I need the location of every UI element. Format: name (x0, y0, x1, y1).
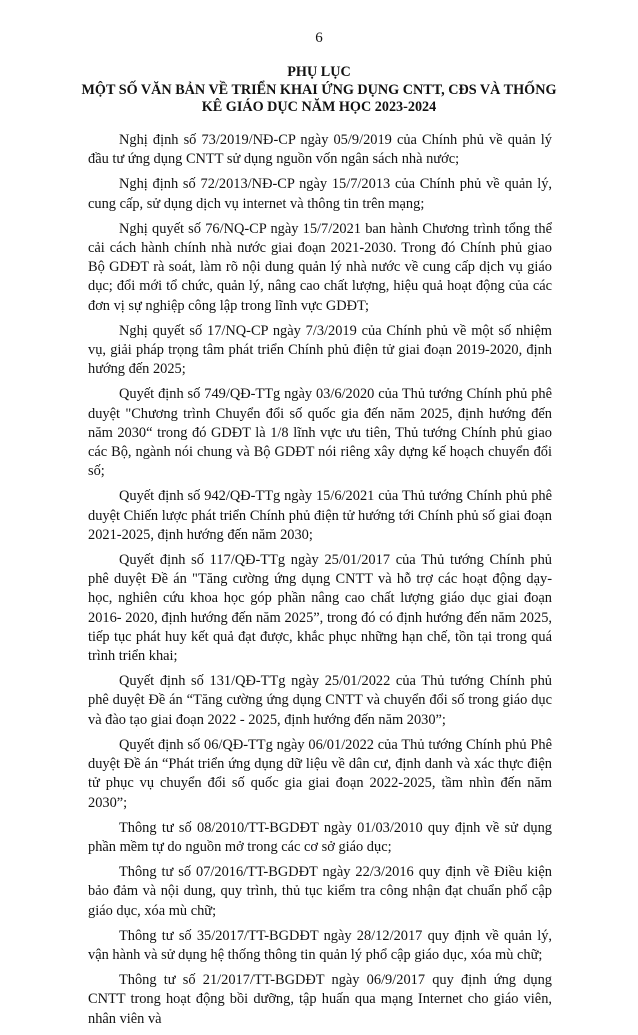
paragraph-decision-117: Quyết định số 117/QĐ-TTg ngày 25/01/2017 của Thủ tướng Chính phủ phê duyệt Đề án "Tăng cường ứng dụng CNTT và hỗ trợ các hoạt động dạy-học, nghiên cứu khoa học góp phần nâng cao chất lượng giáo dục giai đoạn 2016- 2020, định hướng đến năm 2025”, trong đó có định hướng đến năm 2025, tiếp tục phát huy kết quả đạt được, khắc phục những hạn chế, tồn tại trong quá trình triển khai; (88, 552, 552, 665)
paragraph-resolution-17: Nghị quyết số 17/NQ-CP ngày 7/3/2019 của Chính phủ về một số nhiệm vụ, giải pháp trọng tâm phát triển Chính phủ điện tử giai đoạn 2019-2020, định hướng đến 2025; (88, 322, 552, 378)
paragraph-decree-73-2019: Nghị định số 73/2019/NĐ-CP ngày 05/9/2019 của Chính phủ về quản lý đầu tư ứng dụng CNTT sử dụng nguồn vốn ngân sách nhà nước; (88, 132, 552, 168)
paragraph-circular-35: Thông tư số 35/2017/TT-BGDĐT ngày 28/12/2017 quy định về quản lý, vận hành và sử dụng hệ thống thông tin quản lý phổ cập giáo dục, xóa mù chữ; (88, 927, 552, 963)
paragraph-decision-942: Quyết định số 942/QĐ-TTg ngày 15/6/2021 của Thủ tướng Chính phủ phê duyệt Chiến lược phát triển Chính phủ điện tử hướng tới Chính phủ số giai đoạn 2021-2025, định hướng đến năm 2030; (88, 488, 552, 543)
paragraph-circular-07: Thông tư số 07/2016/TT-BGDĐT ngày 22/3/2016 quy định về Điều kiện bảo đảm và nội dung, quy trình, thủ tục kiểm tra công nhận đạt chuẩn phổ cập giáo dục, xóa mù chữ; (88, 864, 552, 919)
heading-line-year: KÊ GIÁO DỤC NĂM HỌC 2023-2024 (201, 99, 437, 115)
heading-line-subject: MỘT SỐ VĂN BẢN VỀ TRIỂN KHAI ỨNG DỤNG CNTT, CĐS VÀ THỐNG (81, 81, 557, 98)
paragraph-resolution-76: Nghị quyết số 76/NQ-CP ngày 15/7/2021 ban hành Chương trình tổng thể cải cách hành chính nhà nước giai đoạn 2021-2030. Trong đó Chính phủ giao Bộ GDĐT rà soát, làm rõ nội dung quản lý nhà nước về cung cấp dịch vụ giáo dục; đổi mới tổ chức, quản lý, nâng cao chất lượng, hiệu quả hoạt động của các đơn vị sự nghiệp công lập trong lĩnh vực GDĐT; (88, 220, 552, 314)
page-number: 6 (315, 30, 323, 46)
document-body (88, 131, 552, 1035)
appendix-heading (78, 64, 560, 117)
heading-line-appendix: PHỤ LỤC (287, 64, 351, 80)
paragraph-circular-21: Thông tư số 21/2017/TT-BGDĐT ngày 06/9/2017 quy định ứng dụng CNTT trong hoạt động bồi dưỡng, tập huấn qua mạng Internet cho giáo viên, nhân viên và (88, 972, 552, 1027)
paragraph-decision-131: Quyết định số 131/QĐ-TTg ngày 25/01/2022 của Thủ tướng Chính phủ phê duyệt Đề án “Tăng cường ứng dụng CNTT và chuyển đổi số trong giáo dục và đào tạo giai đoạn 2022 - 2025, định hướng đến năm 2030”; (88, 673, 552, 728)
paragraph-decision-749: Quyết định số 749/QĐ-TTg ngày 03/6/2020 của Thủ tướng Chính phủ phê duyệt "Chương trình Chuyển đổi số quốc gia đến năm 2025, định hướng đến năm 2030“ trong đó GDĐT là 1/8 lĩnh vực ưu tiên, Thủ tướng Chính phủ giao các Bộ, ngành nói chung và Bộ GDĐT nói riêng xây dựng kế hoạch chuyển đổi số; (88, 386, 552, 480)
paragraph-decision-06: Quyết định số 06/QĐ-TTg ngày 06/01/2022 của Thủ tướng Chính phủ Phê duyệt Đề án “Phát triển ứng dụng dữ liệu về dân cư, định danh và xác thực điện tử phục vụ chuyển đổi số quốc gia giai đoạn 2022-2025, tầm nhìn đến năm 2030”; (88, 736, 552, 811)
paragraph-decree-72-2013: Nghị định số 72/2013/NĐ-CP ngày 15/7/2013 của Chính phủ về quản lý, cung cấp, sử dụng dịch vụ internet và thông tin trên mạng; (88, 176, 552, 212)
paragraph-circular-08: Thông tư số 08/2010/TT-BGDĐT ngày 01/03/2010 quy định về sử dụng phần mềm tự do nguồn mở trong các cơ sở giáo dục; (88, 819, 552, 855)
